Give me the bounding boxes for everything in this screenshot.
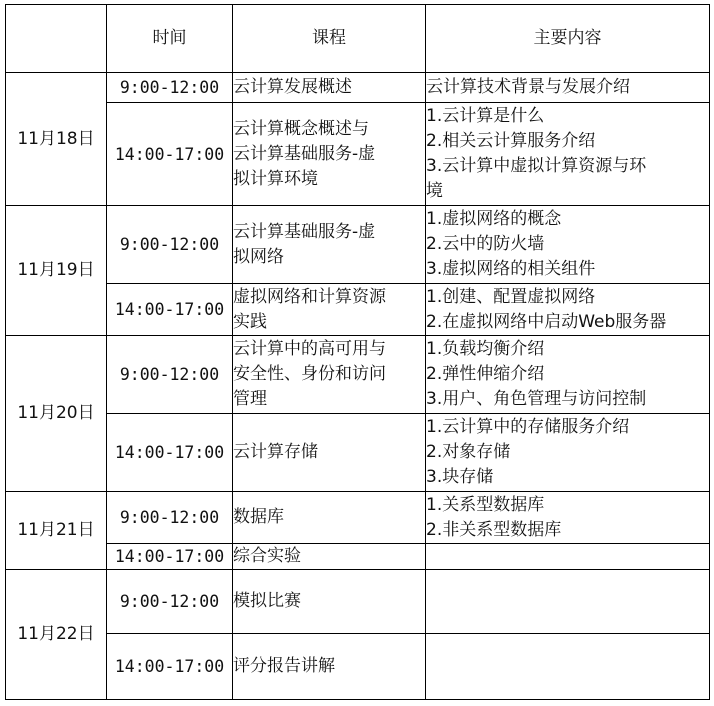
course-line: 云计算概念概述与 — [233, 118, 369, 139]
table-row — [6, 544, 710, 570]
course-line: 云计算发展概述 — [233, 77, 352, 97]
content-cell — [426, 206, 710, 284]
content-cell — [426, 570, 710, 634]
course-cell — [233, 284, 426, 336]
content-line: 3.虚拟网络的相关组件 — [426, 259, 596, 279]
course-line: 云计算基础服务-虚 — [233, 221, 376, 242]
course-cell — [233, 336, 426, 414]
table-row — [6, 336, 710, 414]
date-cell: 11月20日 — [6, 336, 107, 492]
course-cell — [233, 492, 426, 544]
schedule-table — [5, 4, 710, 700]
content-cell — [426, 544, 710, 570]
course-cell — [233, 570, 426, 634]
course-line: 拟计算环境 — [233, 168, 318, 189]
time-cell: 9:00-12:00 — [107, 73, 233, 103]
time-cell: 9:00-12:00 — [107, 336, 233, 414]
content-line: 1.创建、配置虚拟网络 — [426, 286, 596, 307]
time-cell: 9:00-12:00 — [107, 206, 233, 284]
table-row — [6, 414, 710, 492]
header-time: 时间 — [107, 5, 233, 73]
table-row — [6, 284, 710, 336]
content-cell — [426, 336, 710, 414]
header-course: 课程 — [233, 5, 426, 73]
schedule-body — [6, 73, 710, 700]
content-cell — [426, 634, 710, 700]
course-line: 虚拟网络和计算资源 — [233, 286, 386, 307]
content-line: 2.非关系型数据库 — [426, 519, 562, 540]
table-row — [6, 206, 710, 284]
time-cell: 14:00-17:00 — [107, 544, 233, 570]
date-cell: 11月19日 — [6, 206, 107, 336]
date-cell: 11月21日 — [6, 492, 107, 570]
time-cell: 9:00-12:00 — [107, 570, 233, 634]
course-line: 云计算存储 — [233, 442, 318, 462]
course-cell — [233, 73, 426, 103]
course-line: 云计算中的高可用与 — [233, 339, 386, 359]
course-line: 模拟比赛 — [233, 591, 301, 611]
time-cell: 14:00-17:00 — [107, 634, 233, 700]
content-cell — [426, 103, 710, 206]
content-line: 2.弹性伸缩介绍 — [426, 364, 545, 384]
time-cell: 14:00-17:00 — [107, 103, 233, 206]
course-line: 拟网络 — [233, 246, 284, 267]
header-date — [6, 5, 107, 73]
course-cell — [233, 414, 426, 492]
table-row — [6, 634, 710, 700]
content-line: 2.云中的防火墙 — [426, 234, 545, 254]
table-row — [6, 570, 710, 634]
time-cell: 14:00-17:00 — [107, 414, 233, 492]
course-line: 云计算基础服务-虚 — [233, 143, 376, 164]
content-cell — [426, 73, 710, 103]
content-cell — [426, 492, 710, 544]
content-line: 3.用户、角色管理与访问控制 — [426, 389, 647, 409]
content-line: 2.对象存储 — [426, 442, 511, 462]
time-cell: 14:00-17:00 — [107, 284, 233, 336]
header-row — [6, 5, 710, 73]
content-line: 3.云计算中虚拟计算资源与环 — [426, 156, 647, 176]
course-line: 管理 — [233, 389, 267, 409]
course-cell — [233, 544, 426, 570]
content-line: 1.关系型数据库 — [426, 494, 545, 515]
content-line: 境 — [426, 181, 443, 201]
table-row — [6, 103, 710, 206]
course-line: 数据库 — [233, 507, 284, 527]
content-line: 1.云计算中的存储服务介绍 — [426, 417, 630, 437]
content-cell — [426, 414, 710, 492]
content-cell — [426, 284, 710, 336]
table-row — [6, 492, 710, 544]
content-line: 3.块存储 — [426, 467, 494, 487]
table-row — [6, 73, 710, 103]
course-line: 综合实验 — [233, 546, 301, 566]
content-line: 2.在虚拟网络中启动Web服务器 — [426, 311, 667, 332]
header-content: 主要内容 — [426, 5, 710, 73]
content-line: 云计算技术背景与发展介绍 — [426, 77, 630, 97]
content-line: 1.负载均衡介绍 — [426, 339, 545, 359]
course-line: 实践 — [233, 311, 267, 332]
content-line: 1.虚拟网络的概念 — [426, 209, 562, 229]
course-line: 评分报告讲解 — [233, 656, 335, 676]
course-cell — [233, 103, 426, 206]
course-cell — [233, 206, 426, 284]
date-cell: 11月18日 — [6, 73, 107, 206]
content-line: 2.相关云计算服务介绍 — [426, 131, 596, 151]
time-cell: 9:00-12:00 — [107, 492, 233, 544]
date-cell: 11月22日 — [6, 570, 107, 700]
content-line: 1.云计算是什么 — [426, 106, 545, 126]
course-line: 安全性、身份和访问 — [233, 364, 386, 384]
course-cell — [233, 634, 426, 700]
